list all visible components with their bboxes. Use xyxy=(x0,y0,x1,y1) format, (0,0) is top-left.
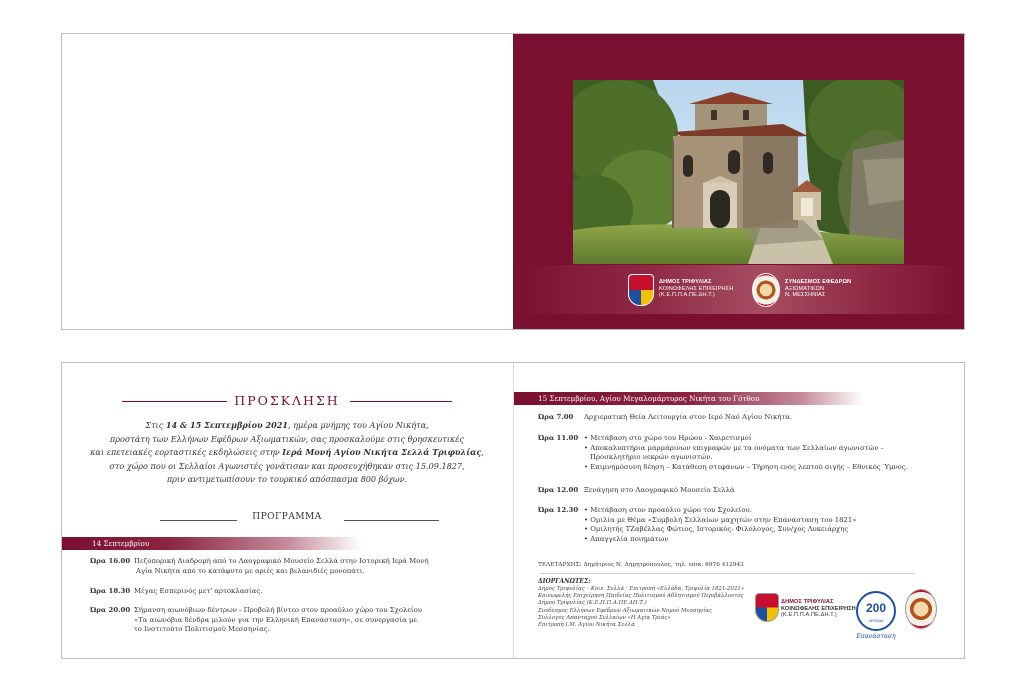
day2-header: 15 Σεπτεμβρίου, Αγίου Μεγαλομάρτυρος Νικήτα του Γότθου xyxy=(514,392,864,405)
intro-line-2: προστάτη των Ελλήνων Εφέδρων Αξιωματικών, σας προσκαλούμε στις θρησκευτικές xyxy=(109,433,465,444)
anniversary-200-logo xyxy=(856,591,896,631)
footer-rule xyxy=(540,573,915,574)
organizers-title: ΔΙΟΡΓΑΝΩΤΕΣ: xyxy=(538,578,591,585)
program-rule-right xyxy=(344,520,439,521)
footer-municipality-sub1: ΚΟΙΝΩΦΕΛΗΣ ΕΠΙΧΕΙΡΗΣΗ xyxy=(781,605,856,612)
intro-line-5: πριν αντιμετωπίσουν το τουρκικό απόσπασμα 800 βόχων. xyxy=(166,474,408,484)
cover-panel xyxy=(61,33,965,330)
organizer-item: Δήμος Τριφυλίας – Κοιν. Σελλά · Επιτροπή «Ελλάδα, Τριφυλία 1821-2021» xyxy=(538,586,745,592)
organizer-item: Κοινωφελής Επιχείρηση Παιδείας Πολιτισμού Αθλητισμού Περιβάλλοντος xyxy=(538,593,744,600)
reserve-officers-logo-text xyxy=(785,279,851,299)
day1-header: 14 Σεπτεμβρίου xyxy=(62,537,362,550)
municipality-name: ΔΗΜΟΣ ΤΡΙΦΥΛΙΑΣ xyxy=(659,279,712,285)
footer-municipality-sub2: (Κ.Ε.Π.Π.Α.ΠΕ.ΔΗ.Τ.) xyxy=(781,612,837,619)
footer-municipality-text xyxy=(781,599,856,619)
anniversary-sub: ΧΡΟΝΙΑ xyxy=(868,618,884,623)
invitation-intro xyxy=(82,419,492,487)
program-panel: ΠΡΟΣΚΛΗΣΗ Στις 14 & 15 Σεπτεμβρίου 2021, ημέρα μνήμης του Αγίου Νικήτα, προστάτη των Ελλήνων Εφέδρων Αξιωματικών, σας προσκαλούμε στις θρησκευτικές και επετειακές εορταστικές εκδηλώσεις στην Ιερά Μονή Αγίου Νικήτα Σελλά Τριφυλίας, στο χώρο που οι Σελλαίοι Αγωνιστές γονάτισαν και προσευχήθηκαν στις 15.09.1827, πριν αντιμετωπίσουν το τουρκικό απόσπασμα 800 βόχων. ΠΡΟΓΡΑΜΜΑ 14 Σεπτεμβρίου Ώρα 16.00 Πεζοπορική Διαδρομή από το Λαογραφικό Μουσείο Σελλά στην Ιστορική Ιερά Μονή Αγία Νικήτα από το κατάφυτο με αριές και βελανιδιές μονοπάτι. Ώρα 18.30 Μέγας Εσπερινός μετ' αρτοκλασίας. Ώρα 20.00 Σήμανση αιωνόβιων δέντρων - Προβολή βίντεο στον προαύλιο χώρο του Σχολείου «Τα αιωνόβια δένδρα μιλούν για την Ελληνική Επανάσταση», σε συνεργασία με το Ινστιτούτο Πολιτισμού Μεσσηνίας. 15 Σεπτεμβρίου, Αγίου Μεγαλομάρτυρος Νικήτα του Γότθου Ώρα 7.00 Αρχιερατική Θεία Λειτουργία στον Ιερό Ναό Αγίου Νικήτα. Ώρα 11.00 • Μετάβαση στο χώρο του Ηρώου - Χαιρετισμοί • Αποκαλυπτήρια μαρμάρινων επιγραφών με τα ονόματα των Σελλαίων αγωνιστών – Προσκλητήριο νεκρών αγωνιστών. • Επιμνημόσυνη δέηση – Κατάθεση στεφάνων – Τήρηση ενός λεπτού σιγής – Εθνικός Ύμνος. Ώρα 12.00 Ξενάγηση στο Λαογραφικό Μουσείο Σελλά Ώρα 12.30 • Μετάβαση στον προαύλιο χώρο του Σχολείου. • Ομιλία με Θέμα «Συμβολή Σελλαίων μαχητών στην Επανάσταση του 1821» • Ομιλητής ΤΖαβέλλας Φώτιος, Ιστορικός- Φιλόλογος, Συν/χος Λυκειάρχης • Απαγγελία ποιημάτων ΤΕΛΕΤΑΡΧΗΣ: Δημήτριος Ν. Δημητρόπουλος, τηλ. επικ: 6976 412943 ΔΙΟΡΓΑΝΩΤΕΣ: Δήμος Τριφυλίας – Κοιν. Σελλά · Επιτροπή «Ελλάδα, Τριφυλία 1821-2021» Κοινωφελής Επιχείρηση Παιδείας Πολιτισμού Αθλητισμού Περιβάλλοντος Δήμου Τριφυλίας (Κ.Ε.Π.Π.Α.ΠΕ.ΔΗ.Τ.) Σύνδεσμος Ελλήνων Εφέδρων Αξιωματικών Νομού Μεσσηνίας Σύλλογος Απανταχού Σελλαίων «Η Αγία Τριάς» Επιτροπή Ι.Μ. Αγίου Νικήτα Σελλά ΔΗΜΟΣ ΤΡΙΦΥΛΙΑΣ ΚΟΙΝΩΦΕΛΗΣ ΕΠΙΧΕΙΡΗΣΗ (Κ.Ε.Π.Π.Α.ΠΕ.ΔΗ.Τ.) 200 ΧΡΟΝΙΑ Επανάσταση xyxy=(61,362,965,659)
cover-burgundy xyxy=(513,34,964,329)
invitation-title: ΠΡΟΣΚΛΗΣΗ xyxy=(234,393,340,408)
municipality-sub2: (Κ.Ε.Π.Π.Α.ΠΕ.ΔΗ.Τ.) xyxy=(659,292,715,299)
organizer-item: Σύνδεσμος Ελλήνων Εφέδρων Αξιωματικών Νομού Μεσσηνίας xyxy=(538,607,713,614)
reserve-officers-line2: ΑΞΙΩΜΑΤΙΚΩΝ xyxy=(785,285,825,292)
program-title-row xyxy=(122,512,452,526)
invitation-title-row xyxy=(122,393,452,409)
reserve-officers-line3: Ν. ΜΕΣΣΗΝΙΑΣ xyxy=(785,292,826,299)
anniversary-number: 200 xyxy=(865,601,887,615)
anniversary-caption: Επανάσταση xyxy=(856,633,896,640)
municipality-sub1: ΚΟΙΝΩΦΕΛΗΣ ΕΠΙΧΕΙΡΗΣΗ xyxy=(659,285,734,292)
footer-municipality-name: ΔΗΜΟΣ ΤΡΙΦΥΛΙΑΣ xyxy=(781,599,834,605)
organizers-list xyxy=(538,586,768,629)
logo-band xyxy=(513,265,964,314)
intro-line-3: και επετειακές εορταστικές εκδηλώσεις στην Ιερά Μονή Αγίου Νικήτα Σελλά Τριφυλίας, xyxy=(90,447,484,457)
footer-reserve-officers-emblem-icon xyxy=(905,589,937,629)
organizer-item: Επιτροπή Ι.Μ. Αγίου Νικήτα Σελλά xyxy=(538,622,635,629)
municipality-crest-icon xyxy=(628,274,654,306)
reserve-officers-emblem-icon xyxy=(752,273,780,307)
telearchis: ΤΕΛΕΤΑΡΧΗΣ: Δημήτριος Ν. Δημητρόπουλος, τηλ. επικ: 6976 412943 xyxy=(538,562,744,568)
title-rule-right xyxy=(350,401,452,402)
program-title: ΠΡΟΓΡΑΜΜΑ xyxy=(252,512,322,522)
municipality-logo-text xyxy=(659,279,733,299)
footer-municipality-crest-icon xyxy=(755,593,779,622)
intro-line-4: στο χώρο που οι Σελλαίοι Αγωνιστές γονάτισαν και προσευχήθηκαν στις 15.09.1827, xyxy=(109,460,465,471)
intro-line-1: Στις 14 & 15 Σεπτεμβρίου 2021, ημέρα μνήμης του Αγίου Νικήτα, xyxy=(145,420,429,430)
center-fold xyxy=(513,363,514,658)
monastery-photo xyxy=(573,80,904,264)
organizer-item: Σύλλογος Απανταχού Σελλαίων «Η Αγία Τριάς» xyxy=(538,614,671,621)
reserve-officers-line1: ΣΥΝΔΕΣΜΟΣ ΕΦΕΔΡΩΝ xyxy=(785,279,852,285)
organizer-item: Δήμου Τριφυλίας (Κ.Ε.Π.Π.Α.ΠΕ.ΔΗ.Τ.) xyxy=(538,600,647,607)
